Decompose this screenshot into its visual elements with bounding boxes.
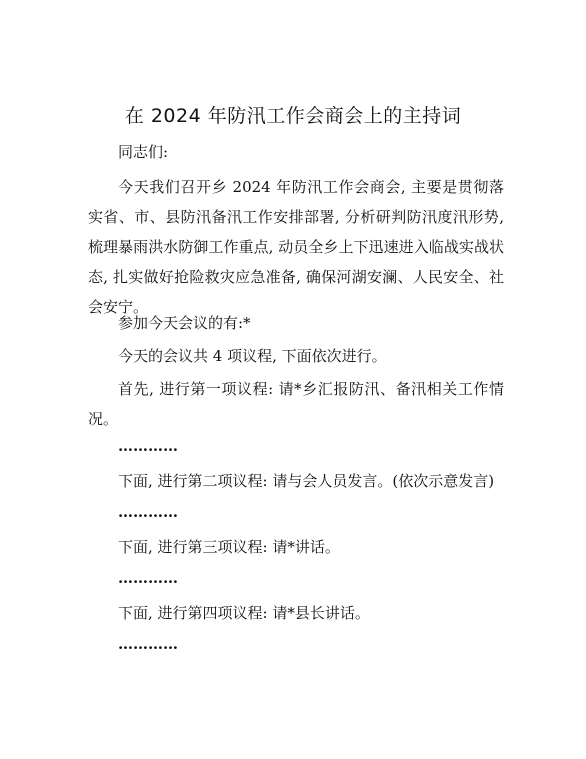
salutation: 同志们: xyxy=(118,143,169,161)
paragraph-item-2: 下面, 进行第二项议程: 请与会人员发言。(依次示意发言) xyxy=(118,472,495,490)
paragraph-opening: 今天我们召开乡 2024 年防汛工作会商会, 主要是贯彻落实省、市、县防汛备汛工作安排部署, 分析研判防汛度汛形势, 梳理暴雨洪水防御工作重点, 动员全乡上下迅速进入临战实战状态, 扎实做好抢险救灾应急准备, 确保河湖安澜、人民安全、社会安宁。 xyxy=(88,178,504,316)
ellipsis-1: ………… xyxy=(118,437,178,455)
paragraph-item-1: 首先, 进行第一项议程: 请*乡汇报防汛、备汛相关工作情况。 xyxy=(88,380,504,428)
ellipsis-2: ………… xyxy=(118,503,178,521)
paragraph-attendees: 参加今天会议的有:* xyxy=(118,314,251,332)
ellipsis-3: ………… xyxy=(118,569,178,587)
document-title: 在 2024 年防汛工作会商会上的主持词 xyxy=(124,105,462,127)
paragraph-agenda: 今天的会议共 4 项议程, 下面依次进行。 xyxy=(118,347,387,365)
paragraph-item-4: 下面, 进行第四项议程: 请*县长讲话。 xyxy=(118,604,370,622)
ellipsis-4: ………… xyxy=(118,635,178,653)
paragraph-item-3: 下面, 进行第三项议程: 请*讲话。 xyxy=(118,538,340,556)
